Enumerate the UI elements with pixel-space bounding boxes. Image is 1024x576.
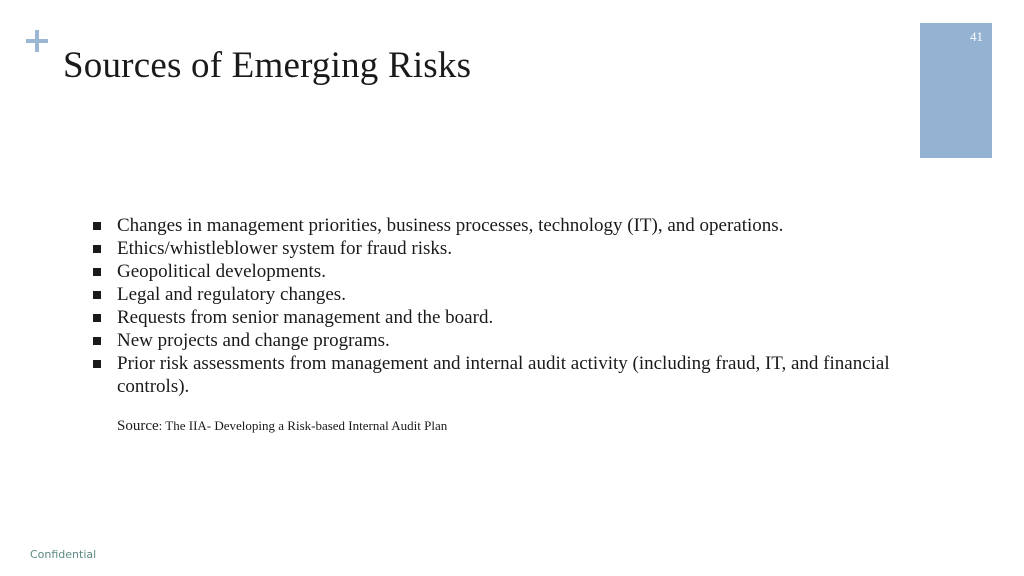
source-label: Source [117, 418, 159, 434]
square-bullet-icon [93, 337, 101, 345]
list-item [90, 352, 890, 398]
square-bullet-icon [93, 245, 101, 253]
source-citation [117, 418, 447, 435]
list-item-text: New projects and change programs. [117, 330, 390, 351]
footer-confidential: Confidential [30, 548, 97, 561]
plus-icon [26, 30, 48, 52]
list-item [90, 214, 890, 237]
list-item [90, 237, 890, 260]
list-item [90, 260, 890, 283]
square-bullet-icon [93, 222, 101, 230]
list-item [90, 283, 890, 306]
list-item-text: Prior risk assessments from management and internal audit activity (including fraud, IT, and financial controls). [117, 353, 890, 397]
page-title: Sources of Emerging Risks [63, 45, 472, 86]
square-bullet-icon [93, 314, 101, 322]
list-item-text: Requests from senior management and the board. [117, 307, 494, 328]
list-item [90, 306, 890, 329]
list-item [90, 329, 890, 352]
bullet-list [90, 214, 890, 398]
square-bullet-icon [93, 268, 101, 276]
page-number-box [920, 23, 992, 158]
square-bullet-icon [93, 291, 101, 299]
square-bullet-icon [93, 360, 101, 368]
page-number: 41 [970, 29, 983, 44]
list-item-text: Changes in management priorities, business processes, technology (IT), and operations. [117, 215, 784, 236]
list-item-text: Ethics/whistleblower system for fraud risks. [117, 238, 453, 259]
list-item-text: Geopolitical developments. [117, 261, 326, 282]
list-item-text: Legal and regulatory changes. [117, 284, 346, 305]
source-text: : The IIA- Developing a Risk-based Internal Audit Plan [158, 418, 448, 433]
